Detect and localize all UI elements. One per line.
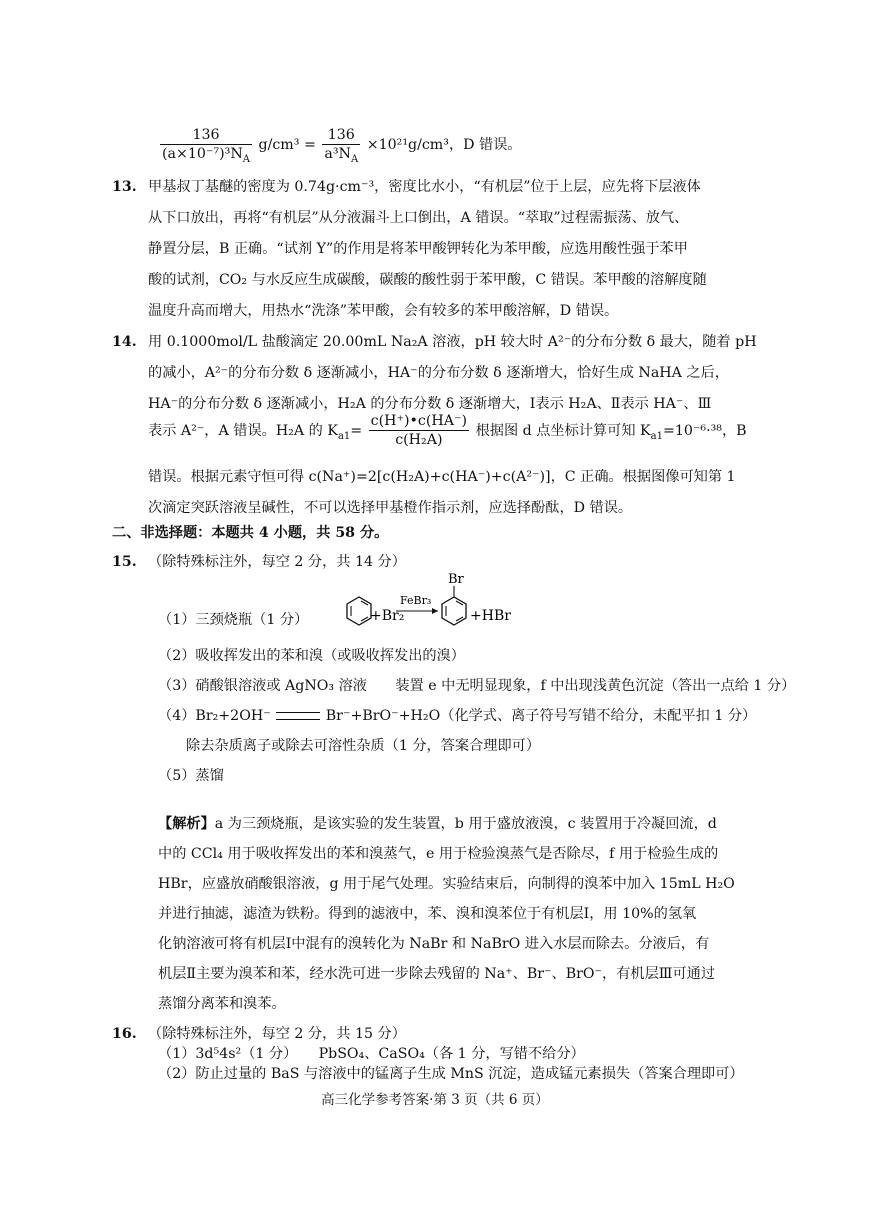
q15-answer-4b: 除去杂质离子或除去可溶性杂质（1 分，答案合理即可） <box>186 738 541 754</box>
fraction-1 <box>160 126 252 164</box>
question-15-number: 15. <box>112 554 137 570</box>
ionic-eq-left: （4）Br₂+2OH⁻ <box>158 708 271 724</box>
q15-answer-1-label: （1）三颈烧瓶（1 分） <box>158 612 309 628</box>
question-13-number: 13. <box>112 179 137 195</box>
density-formula <box>158 126 522 164</box>
fraction-2-numerator: 136 <box>322 126 360 145</box>
fraction-1-numerator: 136 <box>160 126 252 145</box>
q15-analysis-line-2: 中的 CCl₄ 用于吸收挥发出的苯和溴蒸气，e 用于检验溴蒸气是否除尽，f 用于检验生成的 <box>158 846 719 862</box>
br-substituent-text: Br <box>448 572 464 587</box>
q15-answer-4 <box>158 705 756 727</box>
catalyst-text: FeBr₃ <box>400 594 432 607</box>
unit-text: g/cm³ = <box>258 136 316 153</box>
ka-denominator: c(H₂A) <box>395 432 443 449</box>
double-line-sign <box>276 712 320 720</box>
section-2-heading: 二、非选择题：本题共 4 小题，共 58 分。 <box>112 525 389 541</box>
q15-analysis-line-1: 【解析】a 为三颈烧瓶，是该实验的发生装置，b 用于盛放液溴，c 装置用于冷凝回流，d <box>158 816 717 832</box>
ka-numerator: c(H⁺)•c(HA⁻) <box>369 412 469 431</box>
fraction-2 <box>322 126 360 164</box>
formula-tail: ×10²¹g/cm³，D 错误。 <box>366 136 522 153</box>
q15-analysis-line-7: 蒸馏分离苯和溴苯。 <box>158 996 286 1012</box>
q15-analysis-line-6: 机层Ⅱ主要为溴苯和苯，经水洗可进一步除去残留的 Na⁺、Br⁻、BrO⁻，有机层Ⅲ可通过 <box>158 966 716 982</box>
question-16-number: 16. <box>112 1026 137 1042</box>
q15-analysis-line-3: HBr，应盛放硝酸银溶液，g 用于尾气处理。实验结束后，向制得的溴苯中加入 15mL H₂O <box>158 876 735 892</box>
analysis-tag: 【解析】 <box>158 816 215 832</box>
q16-note: （除特殊标注外，每空 2 分，共 15 分） <box>148 1026 406 1042</box>
q14-line-1: 用 0.1000mol/L 盐酸滴定 20.00mL Na₂A 溶液，pH 较大时 A²⁻的分布分数 δ 最大，随着 pH <box>148 334 757 350</box>
ka-fraction <box>369 412 469 450</box>
q15-note: （除特殊标注外，每空 2 分，共 14 分） <box>148 554 406 570</box>
q13-line-4: 酸的试剂，CO₂ 与水反应生成碳酸，碳酸的酸性弱于苯甲酸，C 错误。苯甲酸的溶解度随 <box>148 272 707 288</box>
br2-text: +Br₂ <box>370 608 405 624</box>
q14-line-2: 的减小，A²⁻的分布分数 δ 逐渐减小，HA⁻的分布分数 δ 逐渐增大，恰好生成 NaHA 之后， <box>148 365 729 381</box>
ionic-eq-right: Br⁻+BrO⁻+H₂O（化学式、离子符号写错不给分，未配平扣 1 分） <box>325 708 757 724</box>
question-14-number: 14. <box>112 334 137 350</box>
q13-line-3: 静置分层，B 正确。“试剂 Y”的作用是将苯甲酸钾转化为苯甲酸，应选用酸性强于苯甲 <box>148 241 688 257</box>
q15-analysis-line-4: 并进行抽滤，滤渣为铁粉。得到的滤液中，苯、溴和溴苯位于有机层Ⅰ，用 10%的氢氧 <box>158 906 697 922</box>
q14-line-5: 错误。根据元素守恒可得 c(Na⁺)=2[c(H₂A)+c(HA⁻)+c(A²⁻)]，C 正确。根据图像可知第 1 <box>148 469 736 485</box>
hbr-text: +HBr <box>470 608 511 624</box>
q14-line-6: 次滴定突跃溶液呈碱性，不可以选择甲基橙作指示剂，应选择酚酞，D 错误。 <box>148 500 633 516</box>
ka-postfix: 根据图 d 点坐标计算可知 K <box>475 422 651 439</box>
q15-answer-2: （2）吸收挥发出的苯和溴（或吸收挥发出的溴） <box>158 648 465 664</box>
q13-line-1: 甲基叔丁基醚的密度为 0.74g·cm⁻³，密度比水小，“有机层”位于上层，应先将下层液体 <box>148 179 701 195</box>
bromination-equation <box>330 570 530 640</box>
q14-ka-line: 表示 A²⁻，A 错误。H₂A 的 $K_{a1}=$ $\frac{c(H^+)•c(HA^-)}{\text{c(H₂A)}}$ 根据图 d 点坐标计算可知 $K_{a1}=10^{-6}\cdot^{38}$，B <box>148 413 747 449</box>
ka-prefix: 表示 A²⁻，A 错误。H₂A 的 K <box>148 422 338 439</box>
q16-answer-2: （2）防止过量的 BaS 与溶液中的锰离子生成 MnS 沉淀，造成锰元素损失（答案合理即可） <box>158 1066 744 1082</box>
q16-answer-1: （1）3d⁵4s²（1 分） PbSO₄、CaSO₄（各 1 分，写错不给分） <box>158 1046 585 1062</box>
q14-line-3: HA⁻的分布分数 δ 逐渐减小，H₂A 的分布分数 δ 逐渐增大，Ⅰ表示 H₂A、Ⅱ表示 HA⁻、Ⅲ <box>148 396 712 412</box>
q15-answer-3: （3）硝酸银溶液或 AgNO₃ 溶液 装置 e 中无明显现象，f 中出现浅黄色沉淀（答出一点给 1 分） <box>158 678 796 694</box>
q13-line-5: 温度升高而增大，用热水“洗涤”苯甲酸，会有较多的苯甲酸溶解，D 错误。 <box>148 303 619 319</box>
fraction-2-denominator: $a^3N_A$ <box>324 146 359 166</box>
page-footer: 高三化学参考答案·第 3 页（共 6 页） <box>321 1092 549 1108</box>
q15-answer-5: （5）蒸馏 <box>158 768 224 784</box>
q13-line-2: 从下口放出，再将“有机层”从分液漏斗上口倒出，A 错误。“萃取”过程需振荡、放气、 <box>148 210 689 226</box>
q15-analysis-line-5: 化钠溶液可将有机层Ⅰ中混有的溴转化为 NaBr 和 NaBrO 进入水层而除去。分液后，有 <box>158 936 710 952</box>
fraction-1-denominator: $(a\times 10^{-7})^3N_A$ <box>162 146 250 166</box>
